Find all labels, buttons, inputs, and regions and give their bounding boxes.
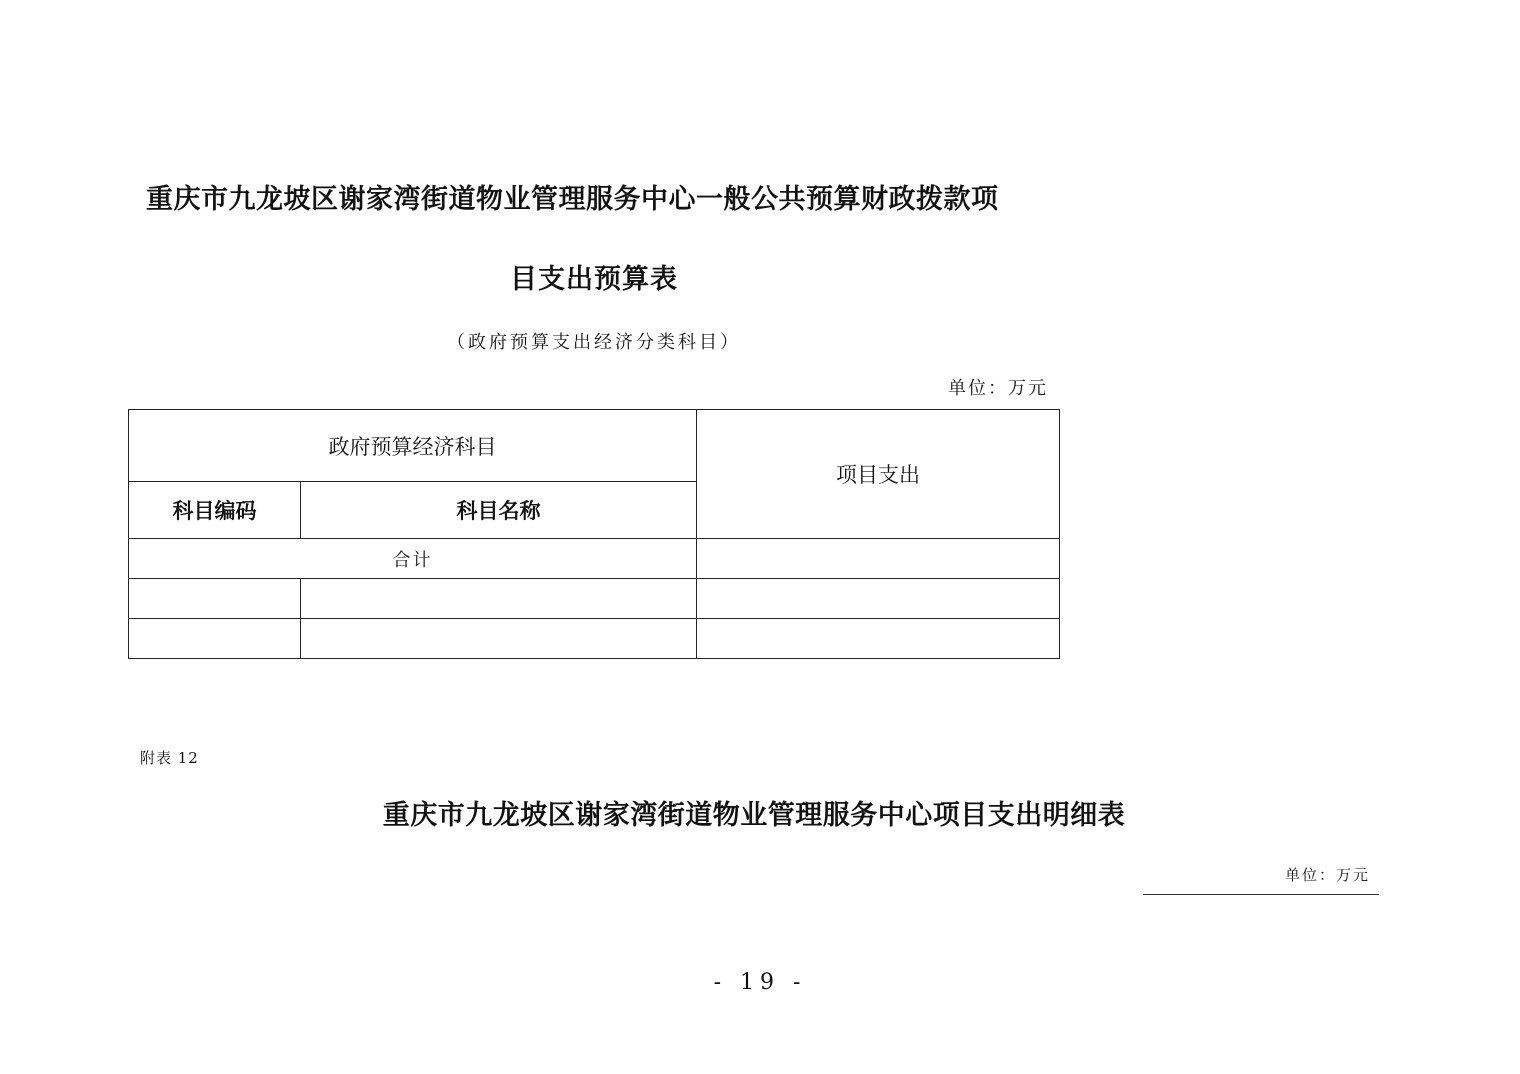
header-subject-name: 科目名称	[301, 482, 697, 539]
budget-table-subtitle: （政府预算支出经济分类科目）	[447, 332, 741, 353]
amount-cell	[697, 579, 1060, 619]
subject-name-cell	[301, 619, 697, 659]
subject-code-cell	[129, 619, 301, 659]
detail-table-unit: 单位：万元	[1284, 866, 1370, 884]
subject-name-cell	[301, 579, 697, 619]
total-amount	[697, 539, 1060, 579]
amount-cell	[697, 619, 1060, 659]
header-economic-subject: 政府预算经济科目	[129, 410, 697, 482]
detail-table-title: 重庆市九龙坡区谢家湾街道物业管理服务中心项目支出明细表	[382, 800, 1126, 831]
header-subject-code: 科目编码	[129, 482, 301, 539]
subject-code-cell	[129, 579, 301, 619]
table-row	[129, 579, 1060, 619]
table-row	[129, 619, 1060, 659]
detail-table-top-rule	[1143, 894, 1379, 895]
budget-table-unit: 单位：万元	[948, 378, 1048, 399]
budget-table-title-line2: 目支出预算表	[510, 264, 678, 295]
page-number: - 19 -	[713, 970, 807, 995]
table-row-total	[129, 539, 1060, 579]
budget-table-title-line1: 重庆市九龙坡区谢家湾街道物业管理服务中心一般公共预算财政拨款项	[146, 184, 999, 215]
budget-table	[128, 409, 1060, 659]
appendix-label: 附表 12	[140, 749, 199, 767]
total-label: 合计	[129, 539, 697, 579]
header-project-expenditure: 项目支出	[697, 410, 1060, 539]
